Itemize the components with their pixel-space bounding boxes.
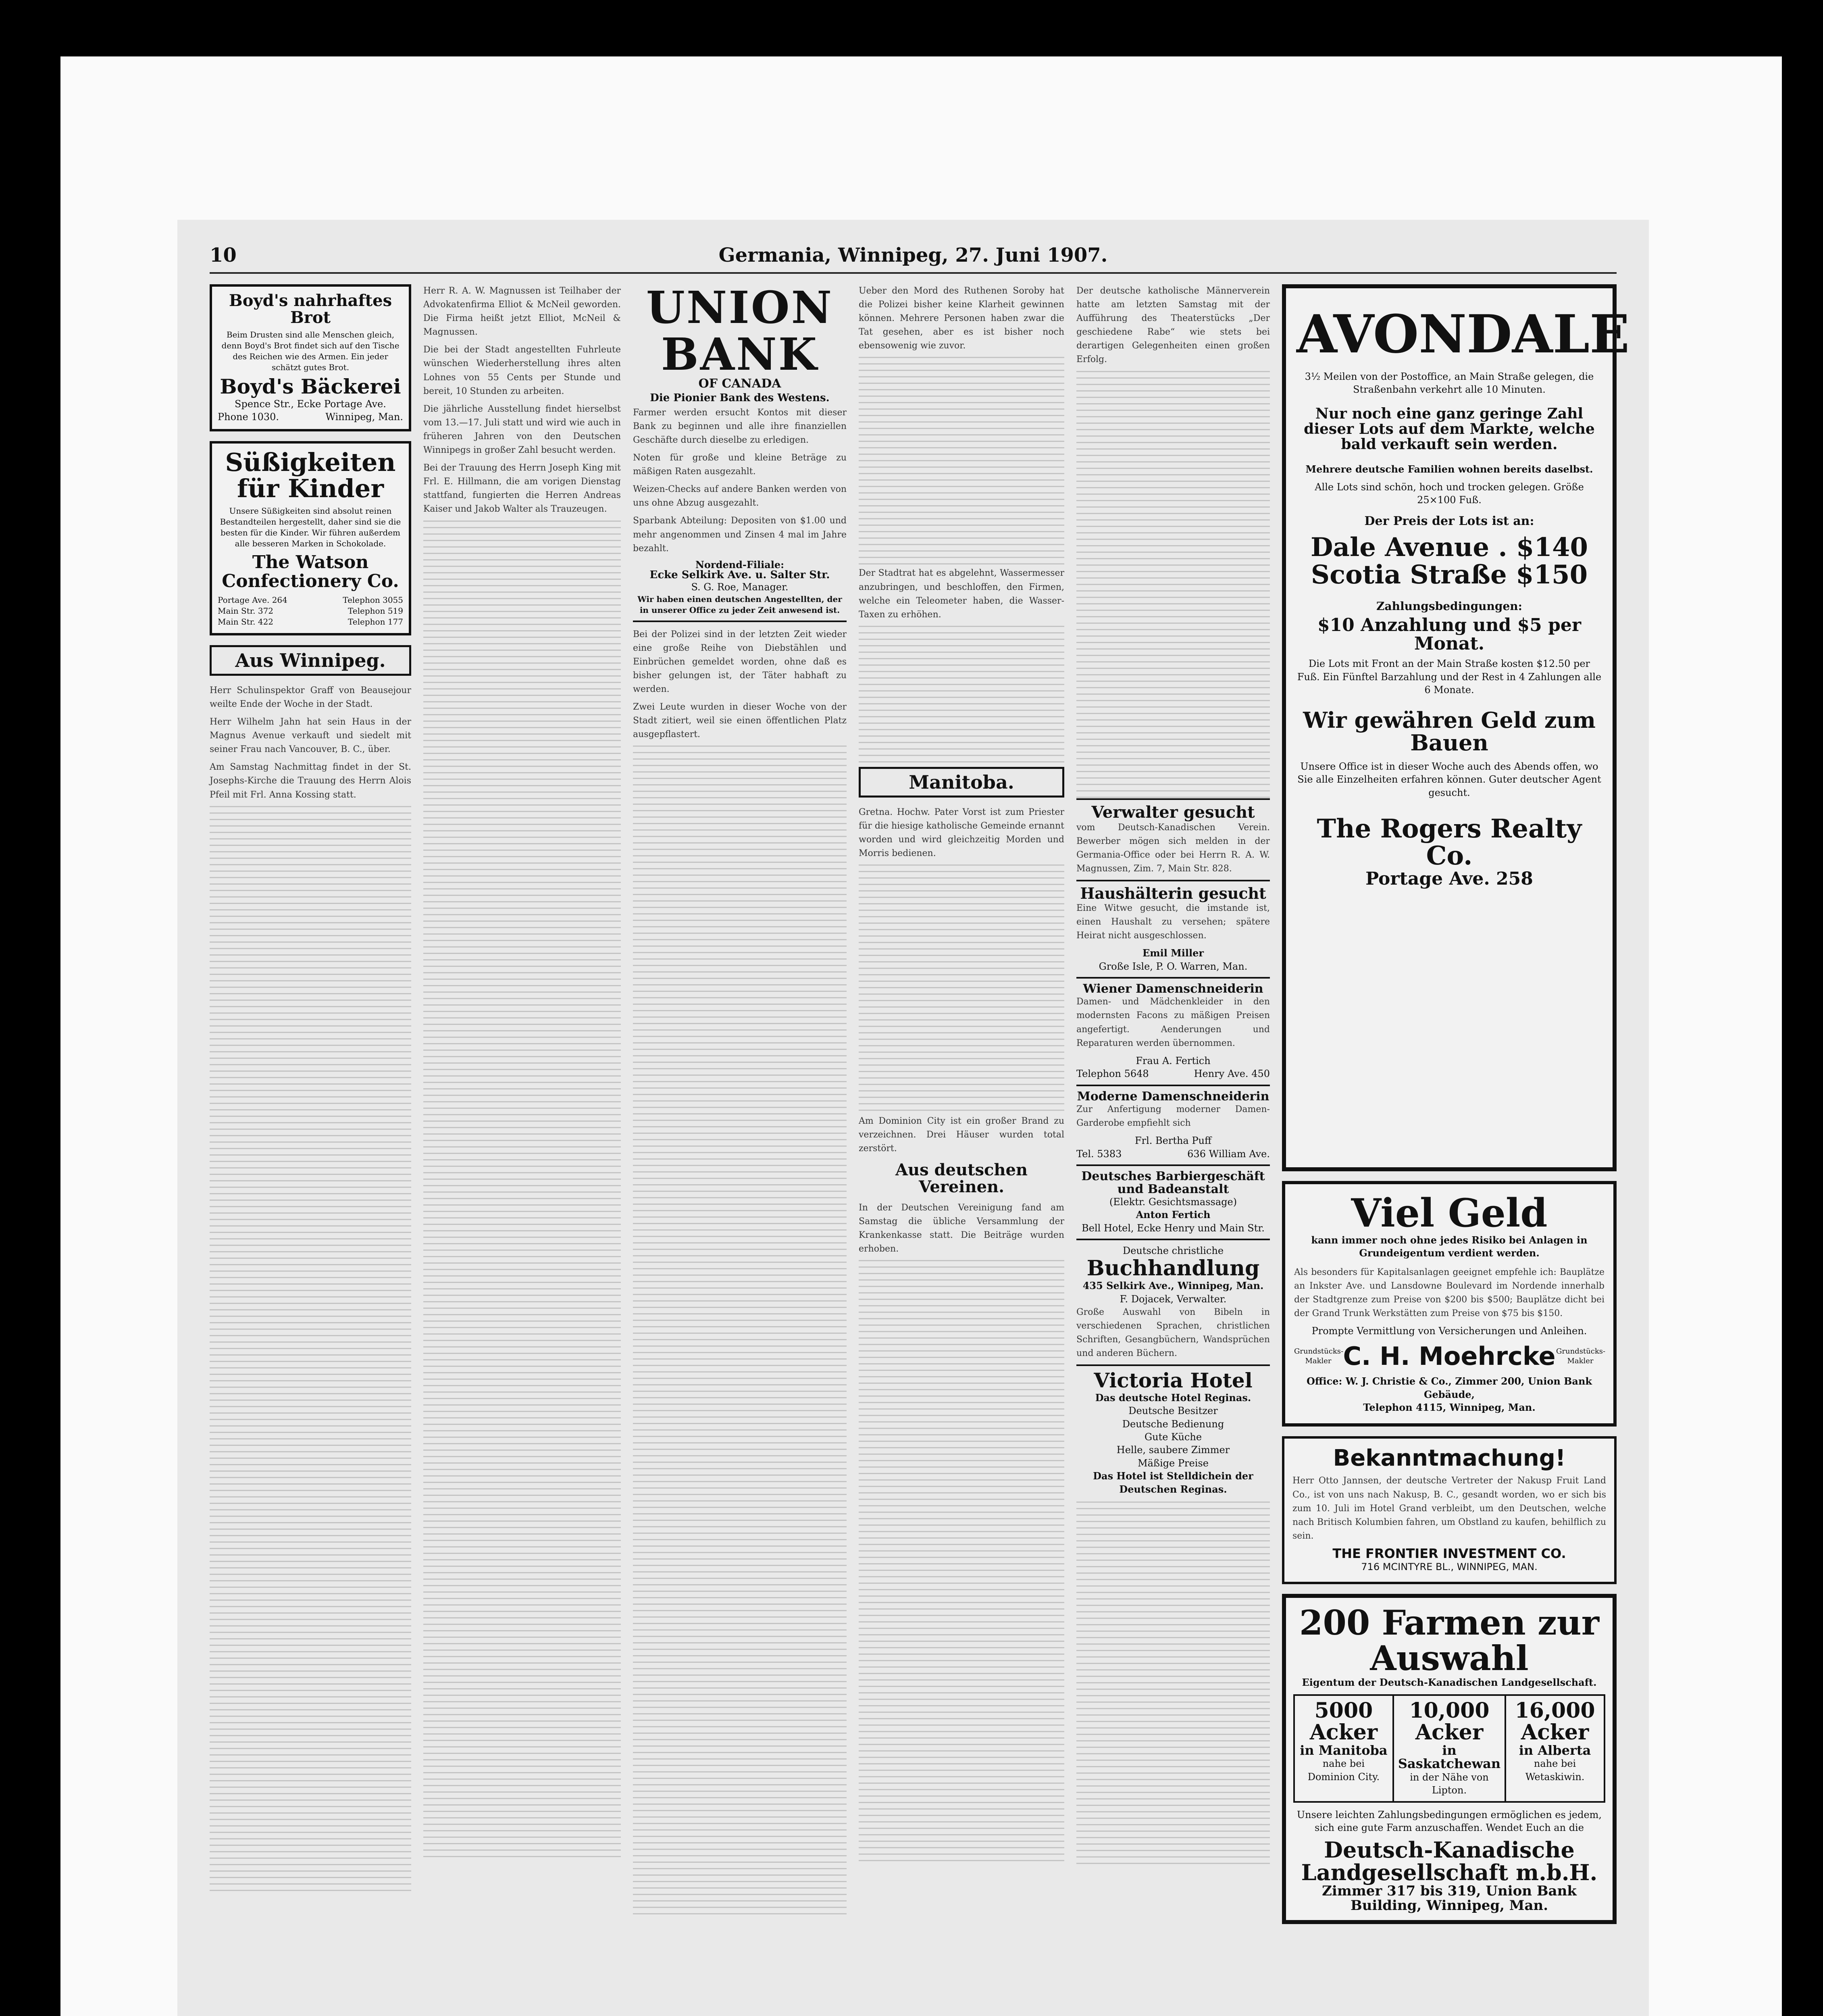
buchhandlung-pre: Deutsche christliche xyxy=(1122,1245,1224,1257)
avondale-price-label: Der Preis der Lots ist an: xyxy=(1364,514,1534,528)
article-text-block xyxy=(859,864,1064,1114)
boyd-phone: Phone 1030. xyxy=(218,411,279,423)
avondale-families: Mehrere deutsche Familien wohnen bereits daselbst. xyxy=(1305,463,1593,475)
hotel-item: Deutsche Besitzer xyxy=(1128,1405,1218,1417)
buchhandlung-title: Buchhandlung xyxy=(1086,1256,1260,1281)
moehrcke-tel: Telephon 4115, Winnipeg, Man. xyxy=(1363,1402,1536,1414)
article-text: Am Dominion City ist ein großer Brand zu verzeichnen. Drei Häuser wurden total zerstört. xyxy=(859,1116,1064,1154)
sweets-text: Unsere Süßigkeiten sind absolut reinen Bestandteilen hergestellt, daher sind sie die besten für die Kinder. Wir führen außerdem alle besseren Marken in Schokolade. xyxy=(220,506,401,549)
article-text: Herr Wilhelm Jahn hat sein Haus in der Magnus Avenue verkauft und siedelt mit seiner Frau nach Vancouver, B. C., über. xyxy=(210,717,411,755)
viel-geld-sub2: Grundeigentum verdient werden. xyxy=(1359,1247,1540,1259)
boyd-name: Boyd's Bäckerei xyxy=(220,375,401,398)
column-4 xyxy=(859,284,1064,1865)
hotel-item: Deutsche Bedienung xyxy=(1122,1418,1224,1430)
avondale-price-dale: Dale Avenue . $140 xyxy=(1311,532,1588,563)
barbier-title: Deutsches Barbiergeschäft und Badeanstalt xyxy=(1081,1169,1265,1196)
verwalter-ad xyxy=(1076,798,1270,876)
farmen-cell xyxy=(1506,1696,1604,1801)
boyd-ad xyxy=(210,284,411,431)
page-number: 10 xyxy=(210,244,237,267)
viel-geld-ad xyxy=(1282,1181,1617,1427)
union-bank-tagline: Die Pionier Bank des Westens. xyxy=(650,392,830,404)
boyd-city: Winnipeg, Man. xyxy=(325,411,403,423)
column-6 xyxy=(1282,284,1630,1934)
hotel-item: Mäßige Preise xyxy=(1138,1457,1209,1469)
wiener-text: Damen- und Mädchenkleider in den modernsten Facons zu mäßigen Preisen angefertigt. Aenderungen und Reparaturen werden übernommen. xyxy=(1076,997,1270,1048)
union-bank-ad xyxy=(633,281,847,622)
moehrcke-name: C. H. Moehrcke xyxy=(1343,1341,1556,1371)
watson-tel1: Telephon 3055 xyxy=(343,595,403,605)
farmen-subtitle: Eigentum der Deutsch-Kanadischen Landgesellschaft. xyxy=(1302,1677,1597,1689)
union-bank-text: Weizen-Checks auf andere Banken werden von uns ohne Abzug ausgezahlt. xyxy=(633,484,847,508)
union-bank-text: Sparbank Abteilung: Depositen von $1.00 und mehr angenommen und Zinsen 4 mal im Jahre bezahlt. xyxy=(633,516,847,554)
victoria-hotel-ad xyxy=(1076,1364,1270,1496)
farmen-address: Zimmer 317 bis 319, Union Bank Building, Winnipeg, Man. xyxy=(1322,1883,1577,1914)
farmen-where: in Alberta xyxy=(1519,1742,1591,1758)
hotel-item: Helle, saubere Zimmer xyxy=(1116,1444,1230,1456)
article-text: Die bei der Stadt angestellten Fuhrleute wünschen Wiederherstellung ihres alten Lohnes von 55 Cents per Stunde und bereit, 10 Stunden zu arbeiten. xyxy=(423,345,621,396)
hotel-note: Das Hotel ist Stelldichein der Deutschen Reginas. xyxy=(1093,1470,1253,1495)
farmen-note: nahe bei Dominion City. xyxy=(1307,1758,1380,1783)
watson-addr1: Portage Ave. 264 xyxy=(218,595,287,605)
wiener-name: Frau A. Fertich xyxy=(1136,1055,1211,1066)
farmen-note: nahe bei Wetaskiwin. xyxy=(1525,1758,1585,1783)
union-bank-title: UNION BANK xyxy=(646,281,834,380)
wiener-title: Wiener Damenschneiderin xyxy=(1083,981,1263,996)
bekanntmachung-text: Herr Otto Jannsen, der deutsche Vertreter der Nakusp Fruit Land Co., ist von uns nach Nakusp, B. C., gesandt worden, wo er sich bis zum 10. Juli im Hotel Grand verbleibt, um den Deutschen, welche nach Britisch Kolumbien fahren, um Obstland zu kaufen, behilflich zu sein. xyxy=(1292,1476,1606,1541)
avondale-location: 3½ Meilen von der Postoffice, an Main Straße gelegen, die Straßenbahn verkehrt alle 10 Minuten. xyxy=(1305,371,1594,395)
moehrcke-right-label: Grundstücks-Makler xyxy=(1556,1347,1606,1365)
moehrcke-office: Office: W. J. Christie & Co., Zimmer 200, Union Bank Gebäude, xyxy=(1306,1375,1592,1400)
farmen-where: in Saskatchewan xyxy=(1398,1742,1501,1772)
moderne-text: Zur Anfertigung moderner Damen-Garderobe empfiehlt sich xyxy=(1076,1104,1270,1129)
article-text-block xyxy=(1076,1502,1270,1864)
article-text-block xyxy=(859,357,1064,566)
avondale-office: Unsere Office ist in dieser Woche auch des Abends offen, wo Sie alle Einzelheiten erfahren können. Guter deutscher Agent gesucht. xyxy=(1297,761,1601,798)
barbier-address: Bell Hotel, Ecke Henry und Main Str. xyxy=(1082,1222,1265,1234)
avondale-ad xyxy=(1282,284,1630,1171)
farmen-cell xyxy=(1394,1696,1506,1801)
avondale-title: AVONDALE xyxy=(1296,303,1630,365)
bekanntmachung-ad xyxy=(1282,1436,1617,1584)
article-text-block xyxy=(1076,371,1270,798)
article-text-block xyxy=(859,626,1064,763)
column-5 xyxy=(1076,284,1270,1864)
article-text: Am Samstag Nachmittag findet in der St. Josephs-Kirche die Trauung des Herrn Alois Pfeil mit Frl. Anna Kossing statt. xyxy=(210,762,411,800)
avondale-price-scotia: Scotia Straße $150 xyxy=(1311,559,1588,590)
avondale-lots: Alle Lots sind schön, hoch und trocken gelegen. Größe 25×100 Fuß. xyxy=(1315,481,1584,506)
article-text: Gretna. Hochw. Pater Vorst ist zum Priester für die hiesige katholische Gemeinde ernannt worden und wird gleichzeitig Morden und Morris bedienen. xyxy=(859,807,1064,859)
farmen-ad xyxy=(1282,1594,1617,1924)
farmen-acres: 5000 Acker xyxy=(1309,1698,1378,1745)
rogers-realty-address: Portage Ave. 258 xyxy=(1365,868,1533,889)
article-text: Zwei Leute wurden in dieser Woche von der Stadt zitiert, weil sie einen öffentlichen Platz ausgepflastert. xyxy=(633,702,847,740)
barbier-ad xyxy=(1076,1164,1270,1235)
buchhandlung-address: 435 Selkirk Ave., Winnipeg, Man. xyxy=(1082,1280,1264,1292)
watson-addr3: Main Str. 422 xyxy=(218,616,274,627)
union-bank-branch: Nordend-Filiale: xyxy=(695,558,785,571)
page-header xyxy=(210,236,1617,274)
moehrcke-left-label: Grundstücks-Makler xyxy=(1294,1347,1344,1365)
haushaelterin-ad xyxy=(1076,880,1270,973)
section-aus-deutschen-vereinen: Aus deutschen Vereinen. xyxy=(895,1160,1028,1196)
article-text: Ueber den Mord des Ruthenen Soroby hat die Polizei bisher keine Klarheit gewinnen können. Mehrere Personen haben zwar die Tat gesehen, aber es ist bisher noch ebensowenig wie zuvor. xyxy=(859,286,1064,351)
verwalter-title: Verwalter gesucht xyxy=(1091,802,1255,822)
farmen-where: in Manitoba xyxy=(1300,1742,1388,1758)
hotel-subtitle: Das deutsche Hotel Reginas. xyxy=(1095,1391,1251,1404)
farmen-acres: 10,000 Acker xyxy=(1409,1698,1490,1745)
buchhandlung-text: Große Auswahl von Bibeln in verschiedenen Sprachen, christlichen Schriften, Gesangbüchern, Wandsprüchen und anderen Büchern. xyxy=(1076,1307,1270,1359)
union-bank-note: Wir haben einen deutschen Angestellten, der in unserer Office zu jeder Zeit anwesend ist. xyxy=(637,594,842,615)
article-text: In der Deutschen Vereinigung fand am Samstag die übliche Versammlung der Krankenkasse statt. Die Beiträge wurden erhoben. xyxy=(859,1202,1064,1254)
union-bank-text: Farmer werden ersucht Kontos mit dieser Bank zu beginnen und alle ihre finanziellen Geschäfte durch dieselbe zu erledigen. xyxy=(633,407,847,445)
haushaelterin-name: Emil Miller xyxy=(1142,947,1204,959)
avondale-terms: $10 Anzahlung und $5 per Monat. xyxy=(1317,615,1582,654)
avondale-terms-label: Zahlungsbedingungen: xyxy=(1376,599,1522,613)
section-manitoba: Manitoba. xyxy=(859,767,1064,798)
article-text: Bei der Polizei sind in der letzten Zeit wieder eine große Reihe von Diebstählen und Einbrüchen gemeldet worden, ohne daß es bisher gelungen ist, der Täter habhaft zu werden. xyxy=(633,629,847,694)
watson-tel3: Telephon 177 xyxy=(348,616,403,627)
boyd-text: Beim Drusten sind alle Menschen gleich, denn Boyd's Brot findet sich auf den Tische des Reichen wie des Armen. Ein jeder schätzt gutes Brot. xyxy=(221,330,400,372)
column-3 xyxy=(633,281,847,1915)
wiener-ad xyxy=(1076,977,1270,1081)
farmen-company: Deutsch-Kanadische Landgesellschaft m.b.H. xyxy=(1301,1837,1598,1886)
wiener-tel: Telephon 5648 xyxy=(1076,1068,1149,1080)
farmen-note: in der Nähe von Lipton. xyxy=(1410,1772,1489,1796)
avondale-front-lots: Die Lots mit Front an der Main Straße kosten $12.50 per Fuß. Ein Fünftel Barzahlung und der Rest in 4 Zahlungen alle 6 Monate. xyxy=(1297,658,1602,696)
viel-geld-text2: Prompte Vermittlung von Versicherungen und Anleihen. xyxy=(1311,1325,1587,1337)
watson-name: The Watson Confectionery Co. xyxy=(222,552,399,591)
masthead-title: Germania, Winnipeg, 27. Juni 1907. xyxy=(718,244,1108,267)
moderne-ad xyxy=(1076,1085,1270,1160)
rogers-realty-name: The Rogers Realty Co. xyxy=(1317,814,1582,871)
article-text: Herr R. A. W. Magnussen ist Teilhaber der Advokatenfirma Elliot & McNeil geworden. Die Firma heißt jetzt Elliot, McNeil & Magnussen. xyxy=(423,286,621,337)
moderne-name: Frl. Bertha Puff xyxy=(1134,1135,1212,1147)
wiener-address: Henry Ave. 450 xyxy=(1194,1068,1270,1080)
article-text-block xyxy=(859,1260,1064,1865)
hotel-item: Gute Küche xyxy=(1144,1431,1202,1443)
sweets-ad xyxy=(210,441,411,635)
farmen-title: 200 Farmen zur Auswahl xyxy=(1299,1602,1599,1679)
frontier-company: THE FRONTIER INVESTMENT CO. xyxy=(1332,1545,1566,1561)
article-text-block xyxy=(423,521,621,1859)
union-bank-subtitle: OF CANADA xyxy=(698,377,781,391)
bekanntmachung-title: Bekanntmachung! xyxy=(1333,1445,1566,1471)
farmen-text: Unsere leichten Zahlungsbedingungen ermöglichen es jedem, sich eine gute Farm anzuschaffen. Wendet Euch an die xyxy=(1296,1809,1602,1834)
barbier-name: Anton Fertich xyxy=(1136,1209,1211,1221)
viel-geld-text: Als besonders für Kapitalsanlagen geeignet empfehle ich: Bauplätze an Inkster Ave. und Lansdowne Boulevard im Nordende innerhalb der Stadtgrenze zum Preise von $200 bis $500; Bauplätze dicht bei der Grand Trunk Werkstätten zum Preise von $75 bis $150. xyxy=(1294,1267,1604,1318)
column-1 xyxy=(210,284,411,1895)
article-text: Bei der Trauung des Herrn Joseph King mit Frl. E. Hillmann, die am vorigen Dienstag stattfand, fungierten die Herren Andreas Kaiser und Jakob Walter als Trauzeugen. xyxy=(423,463,621,514)
union-bank-address: Ecke Selkirk Ave. u. Salter Str. xyxy=(649,569,830,581)
column-2 xyxy=(423,284,621,1859)
boyd-addr: Spence Str., Ecke Portage Ave. xyxy=(235,398,386,410)
haushaelterin-text: Eine Witwe gesucht, die imstande ist, einen Haushalt zu versehen; spätere Heirat nicht ausgeschlossen. xyxy=(1076,903,1270,941)
hotel-title: Victoria Hotel xyxy=(1094,1368,1253,1393)
sweets-title: Süßigkeiten für Kinder xyxy=(225,448,396,504)
union-bank-text: Noten für große und kleine Beträge zu mäßigen Raten ausgezahlt. xyxy=(633,453,847,477)
moderne-title: Moderne Damenschneiderin xyxy=(1077,1089,1269,1104)
buchhandlung-ad xyxy=(1076,1239,1270,1360)
frontier-address: 716 MCINTYRE BL., WINNIPEG, MAN. xyxy=(1361,1561,1538,1573)
watson-tel2: Telephon 519 xyxy=(348,606,403,616)
boyd-title: Boyd's nahrhaftes Brot xyxy=(229,291,392,327)
avondale-geld: Wir gewähren Geld zum Bauen xyxy=(1303,707,1596,756)
union-bank-manager: S. G. Roe, Manager. xyxy=(691,581,789,593)
haushaelterin-title: Haushälterin gesucht xyxy=(1080,884,1266,902)
article-text: Der Stadtrat hat es abgelehnt, Wassermesser anzubringen, und beschloffen, den Firmen, welche ein Teleometer haben, die Wasser-Taxen zu erhöhen. xyxy=(859,568,1064,620)
article-text-block xyxy=(633,746,847,1915)
barbier-subtitle: (Elektr. Gesichtsmassage) xyxy=(1109,1196,1237,1208)
buchhandlung-name: F. Dojacek, Verwalter. xyxy=(1120,1293,1227,1305)
article-text: Der deutsche katholische Männerverein hatte am letzten Samstag mit der Aufführung des Theaterstücks „Der geschiedene Rabe“ wie stets bei derartigen Gelegenheiten einen großen Erfolg. xyxy=(1076,286,1270,365)
avondale-notice: Nur noch eine ganz geringe Zahl dieser Lots auf dem Markte, welche bald verkauft sein werden. xyxy=(1304,405,1595,453)
article-text: Die jährliche Ausstellung findet hierselbst vom 13.—17. Juli statt und wird wie auch in früheren Jahren von den Deutschen Winnipegs in großer Zahl besucht werden. xyxy=(423,404,621,456)
section-aus-winnipeg: Aus Winnipeg. xyxy=(210,645,411,676)
viel-geld-sub1: kann immer noch ohne jedes Risiko bei Anlagen in xyxy=(1311,1234,1588,1246)
newspaper-page xyxy=(177,220,1649,2016)
viel-geld-title: Viel Geld xyxy=(1351,1190,1548,1236)
watson-addr2: Main Str. 372 xyxy=(218,606,274,616)
verwalter-text: vom Deutsch-Kanadischen Verein. Bewerber mögen sich melden in der Germania-Office oder bei Herrn R. A. W. Magnussen, Zim. 7, Main Str. 828. xyxy=(1076,822,1270,874)
farmen-acres: 16,000 Acker xyxy=(1515,1698,1595,1745)
moderne-address: 636 William Ave. xyxy=(1187,1148,1270,1160)
moderne-tel: Tel. 5383 xyxy=(1076,1148,1122,1160)
farmen-grid xyxy=(1293,1694,1605,1803)
farmen-cell xyxy=(1295,1696,1394,1801)
article-text: Herr Schulinspektor Graff von Beausejour weilte Ende der Woche in der Stadt. xyxy=(210,685,411,709)
article-text-block xyxy=(210,806,411,1895)
haushaelterin-address: Große Isle, P. O. Warren, Man. xyxy=(1099,960,1248,972)
